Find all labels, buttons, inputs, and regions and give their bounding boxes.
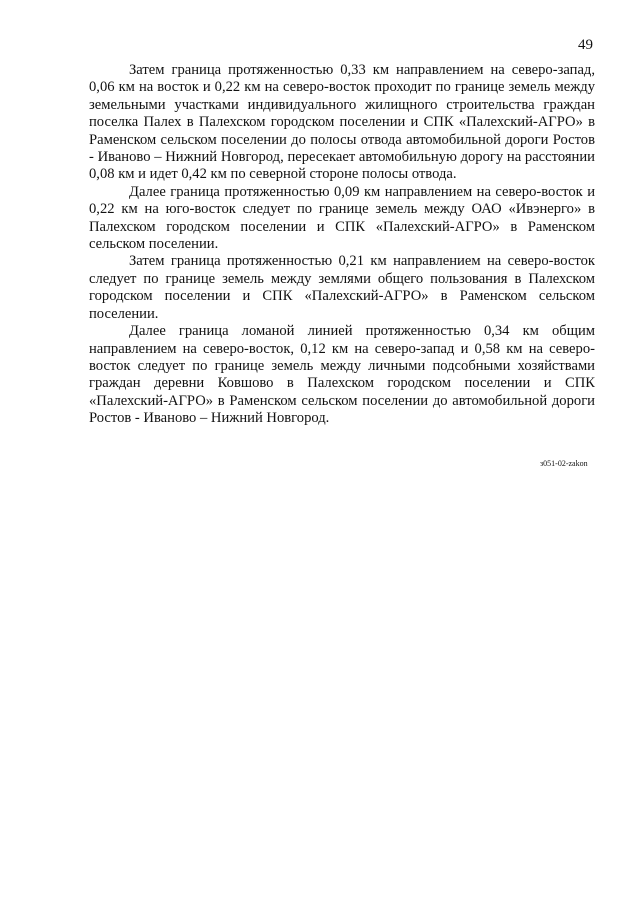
paragraph-boundary-northwest: Затем граница протяженностью 0,33 км направлением на северо-запад, 0,06 км на восток и 0,22 км на северо-восток проходит по границе земель между земельными участками индивидуального жилищного строительства граждан поселка Палех в Палехском городском поселении и СПК «Палехский-АГРО» в Раменском сельском поселении до полосы отвода автомобильной дороги Ростов - Иваново – Нижний Новгород, пересекает автомобильную дорогу на расстоянии 0,08 км и идет 0,42 км по северной стороне полосы отвода.	[89, 62, 595, 183]
paragraph-boundary-kovshovo: Далее граница ломаной линией протяженностью 0,34 км общим направлением на северо-восток, 0,12 км на северо-запад и 0,58 км на северо-восток следует по границе земель между личными подсобными хозяйствами граждан деревни Ковшово в Палехском городском поселении и СПК «Палехский-АГРО» в Раменском сельском поселении до автомобильной дороги Ростов - Иваново – Нижний Новгород.	[89, 323, 595, 427]
document-body	[89, 62, 595, 428]
document-code: з051-02-zakon	[540, 459, 588, 468]
paragraph-boundary-ivenergo: Далее граница протяженностью 0,09 км направлением на северо-восток и 0,22 км на юго-восток следует по границе земель между ОАО «Ивэнерго» в Палехском городском поселении и СПК «Палехский-АГРО» в Раменском сельском поселении.	[89, 183, 595, 253]
paragraph-boundary-common-lands: Затем граница протяженностью 0,21 км направлением на северо-восток следует по границе земель между землями общего пользования в Палехском городском поселении и СПК «Палехский-АГРО» в Раменском сельском поселении.	[89, 253, 595, 322]
page-number: 49	[578, 37, 593, 53]
